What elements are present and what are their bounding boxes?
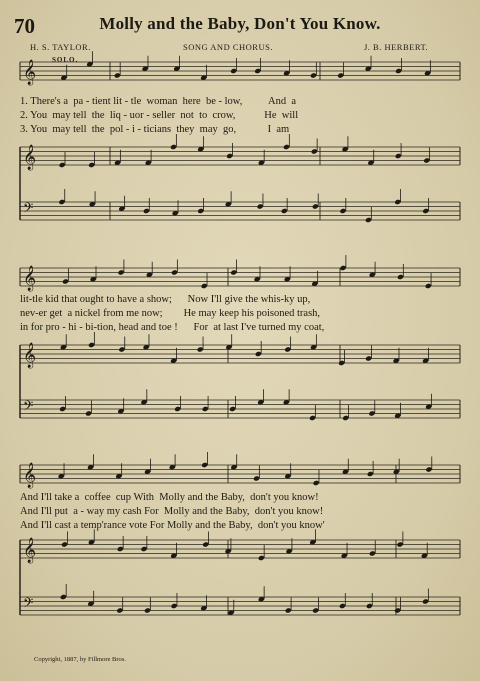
clef-symbol: 𝄞 (23, 343, 37, 368)
lyric-line: lit-tle kid that ought to have a show; Now I'll give the whis-ky up, (20, 294, 311, 305)
lyric-line: And I'll take a coffee cup With Molly and the Baby, don't you know! (20, 492, 319, 503)
lyric-line: in for pro - hi - bi-tion, head and toe ! For at last I've turned my coat, (20, 322, 325, 333)
page-number: 70 (14, 14, 35, 38)
clef-symbol: 𝄢 (23, 595, 34, 614)
clef-symbol: 𝄢 (23, 398, 34, 417)
song-type-label: SONG AND CHORUS. (183, 42, 273, 52)
clef-symbol: 𝄞 (23, 538, 37, 563)
solo-mark: SOLO. (52, 56, 79, 64)
composer-credit: J. B. HERBERT. (364, 42, 429, 52)
lyric-line: 3. You may tell the pol - i - ticians they may go, I am (20, 124, 290, 135)
clef-symbol: 𝄢 (23, 200, 34, 219)
clef-symbol: 𝄞 (23, 463, 37, 488)
lyricist-credit: H. S. TAYLOR. (30, 42, 91, 52)
lyric-line: nev-er get a nickel from me now; He may keep his poisoned trash, (20, 308, 321, 319)
lyric-line: 1. There's a pa - tient lit - tle woman here be - low, And a (20, 96, 296, 107)
clef-symbol: 𝄞 (23, 266, 37, 291)
lyric-line: 2. You may tell the liq - uor - seller not to crow, He will (20, 110, 299, 121)
lyric-line: And I'll put a - way my cash For Molly and the Baby, don't you know! (20, 506, 324, 517)
clef-symbol: 𝄞 (23, 60, 37, 85)
copyright-notice: Copyright, 1887, by Fillmore Bros. (34, 656, 126, 663)
lyric-line: And I'll cast a temp'rance vote For Molly and the Baby, don't you know' (20, 520, 325, 531)
clef-symbol: 𝄞 (23, 145, 37, 170)
song-title: Molly and the Baby, Don't You Know. (99, 14, 381, 33)
